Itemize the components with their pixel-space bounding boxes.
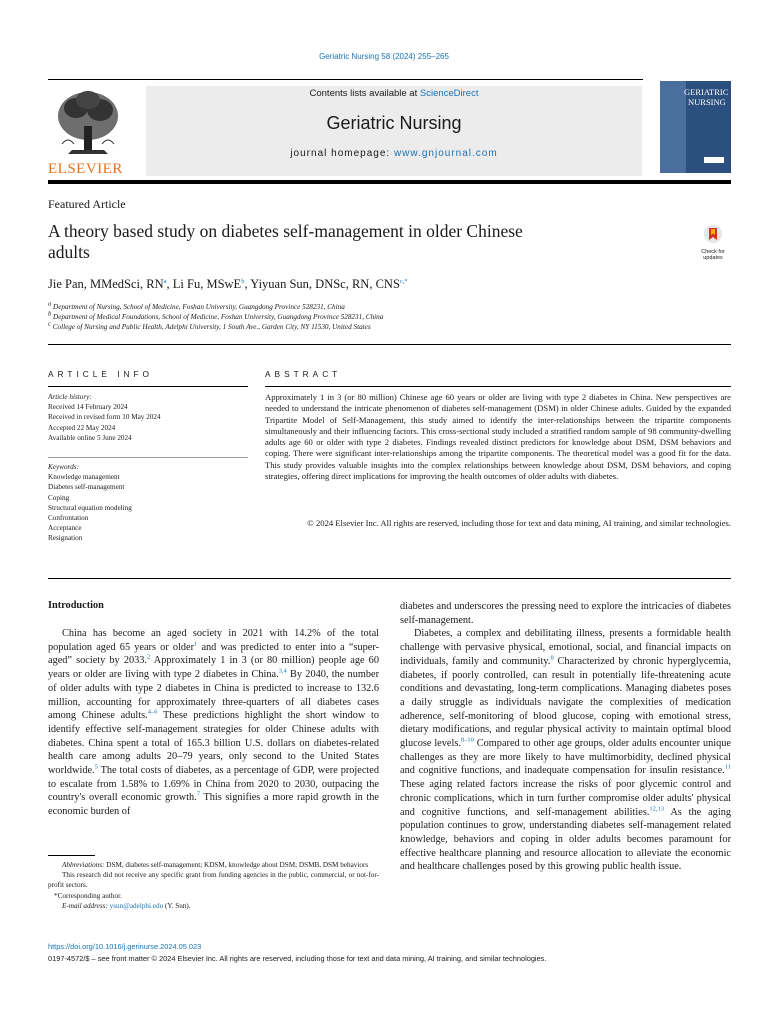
publisher-name: ELSEVIER [48, 161, 123, 177]
introduction-heading: Introduction [48, 600, 104, 611]
citation-link[interactable]: 11 [724, 764, 731, 772]
check-for-updates-button[interactable]: Check for updates [696, 224, 730, 262]
affiliations [48, 302, 383, 333]
article-info-heading: ARTICLE INFO [48, 369, 154, 379]
journal-name: Geriatric Nursing [326, 113, 462, 133]
intro-paragraph-1: China has become an aged society in 2021 with 14.2% of the total population aged 65 years or older$^1$ and was predicted to enter into a “super-aged” society by 2033.$^2$ Approximately 1 in 3 (or 80 million) people age 60 years or older are living with type 2 diabetes in China.$^{3,4}$ By 2040, the number of older adults with type 2 diabetes in China is predicted to increase to 132.6 million, accounting for approximately three-quarters of all diabetes cases among Chinese adults.$^{4-6}$ These predictions highlight the short window to identify effective self-management strategies for older Chinese adults with diabetes. China spent a total of 165.3 billion U.S. dollars on diabetes-related health care among adults 20–79 years, only second to the United States worldwide.$^5$ The total costs of diabetes, as a percentage of GDP, were projected to escalate from 1.58% to 1.69% in China from 2020 to 2030, outpacing the country's overall economic growth.$^7$ This signifies a more rapid growth in the economic burden of [48, 628, 379, 818]
citation-link[interactable]: 8–10 [460, 736, 474, 744]
article-history: Article history: Received 14 February 2024 Received in revised form 10 May 2024 Accepted 22 May 2024 Available online 5 June 2024 [48, 393, 161, 442]
homepage-link[interactable]: www.gnjournal.com [393, 148, 498, 159]
affiliation: $^c$ College of Nursing and Public Health, Adelphi University, 1 South Ave., Garden City, NY 11530, United States [48, 321, 371, 332]
article-title: A theory based study on diabetes self-management in older Chinese adults [48, 221, 523, 262]
keyword: Confrontation [48, 514, 89, 523]
citation-link[interactable]: 7 [196, 791, 200, 799]
abstract-heading: ABSTRACT [265, 369, 342, 379]
author[interactable]: Jie Pan, MMedSci, RN [48, 277, 164, 291]
journal-reference[interactable]: Geriatric Nursing 58 (2024) 255–265 [319, 52, 449, 61]
article-type: Featured Article [48, 197, 126, 211]
cover-title-1: GERIATRIC [684, 87, 729, 97]
contents-line: Contents lists available at ScienceDirect [309, 88, 479, 99]
bookmark-icon [703, 224, 723, 244]
elsevier-logo[interactable] [48, 86, 128, 176]
affiliation: $^a$ Department of Nursing, School of Medicine, Foshan University, Guangdong Province 528231, China [48, 300, 345, 311]
keyword: Acceptance [48, 524, 82, 533]
footnotes: Abbreviations: DSM, diabetes self-management; KDSM, knowledge about DSM; DSMB, DSM behaviors This research did not receive any specific grant from funding agencies in the public, commercial, or not-for-profit sectors. *Corresponding author. E-mail address: ysun@adelphi.edu (Y. Sun). [48, 861, 379, 910]
keyword: Coping [48, 493, 70, 502]
citation-link[interactable]: 4–6 [147, 708, 158, 716]
cover-title-2: NURSING [688, 97, 726, 107]
issn-line: 0197-4572/$ – see front matter © 2024 Elsevier Inc. All rights are reserved, including those for text and data mining, AI training, and similar technologies. [48, 954, 547, 963]
author-list: Jie Pan, MMedSci, $RN^a$, Li Fu, MSwE$^b$, Yiyuan Sun, DNSc, RN, $CNS^{c,*}$ [48, 277, 408, 291]
author[interactable]: Li Fu, MSwE [172, 277, 242, 291]
affiliation: $^b$ Department of Medical Foundations, School of Medicine, Foshan University, Guangdong Province 528231, China [48, 310, 384, 322]
abstract-copyright: © 2024 Elsevier Inc. All rights are reserved, including those for text and data mining, AI training, and similar technologies. [307, 518, 731, 528]
sciencedirect-link[interactable]: ScienceDirect [419, 88, 479, 99]
intro-right-column: diabetes and underscores the pressing need to explore the intricacies of diabetes self-management. Diabetes, a complex and debilitating illness, presents a formidable health challenge with pervasive physical, emotional, social, and financial impacts on individuals, family and community.$^8$ Characterized by chronic hyperglycemia, diabetes, if poorly controlled, can result in potentially life-threatening acute conditions and devastating, long-term complications. Managing diabetes poses a daily struggle as individuals navigate the complexities of medication adherence, self-monitoring of blood glucose, coping with emotional stress, dietary modifications, and regular physical activity to maintain optimal blood glucose levels.$^{8-10}$ Compared to other age groups, older adults encounter unique challenges as they are more likely to have multimorbidity, declined physical and cognitive functions, and inadequate compensation for insulin resistance.$^{11}$ These aging related factors increase the risks of poor glycemic control and chronic complications, which in turn further compromise older adults' physical and cognitive functions, and self-management abilities.$^{12,13}$ As the aging population continues to grow, understanding diabetes self-management related knowledge, behaviors and coping in older adults becomes paramount for effective healthcare planning and resource allocation to alleviate the economic and healthcare challenges posed by this growing public health issue. [400, 601, 732, 873]
citation-link[interactable]: 2 [146, 653, 151, 661]
keyword: Structural equation modeling [48, 503, 132, 512]
homepage-line: journal homepage: www.gnjournal.com [290, 148, 498, 159]
citation-link[interactable]: 12,13 [649, 805, 665, 813]
citation-link[interactable]: 1 [194, 640, 198, 648]
keyword: Knowledge management [48, 473, 120, 482]
keywords: Keywords: Knowledge management Diabetes self-management Coping Structural equation modeling Confrontation Acceptance Resignation [48, 463, 132, 543]
doi-link[interactable]: https://doi.org/10.1016/j.gerinurse.2024.05.023 [48, 942, 202, 951]
journal-cover[interactable] [660, 81, 731, 173]
abstract-text: Approximately 1 in 3 (or 80 million) Chinese age 60 years or older are living with type 2 diabetes in China. New perspectives are needed to understand the intricate phenomenon of diabetes self-management (DSM) in older Chinese adults. Guided by the expanded Tripartite Model of Self-Management, this study aimed to identify the inter-relationships between the tripartite components simultaneously and their influencing factors. This cross-sectional study included a stratified random sample of 98 community-dwelling adults age 60 or older with type 2 diabetes. Findings revealed distinct predictors for knowledge about DSM, DSM behaviors and coping. There were significant inter-relationships among the tripartite components. The theoretical model was a good fit for the data. This study provides valuable insights into the complex relationships between knowledge about DSM, DSM behaviors, and coping strategies, offering direct implications for improving the health outcomes of older adults with diabetes. [265, 392, 731, 482]
email-link[interactable]: ysun@adelphi.edu [109, 901, 164, 910]
citation-link[interactable]: 8 [550, 654, 554, 662]
author[interactable]: Yiyuan Sun, DNSc, RN, CNS [250, 277, 400, 291]
masthead-banner [146, 86, 642, 176]
citation-link[interactable]: 3,4 [278, 667, 287, 675]
citation-link[interactable]: 5 [94, 763, 98, 771]
elsevier-tree-icon [48, 86, 128, 158]
keyword: Resignation [48, 534, 83, 543]
keyword: Diabetes self-management [48, 483, 125, 492]
